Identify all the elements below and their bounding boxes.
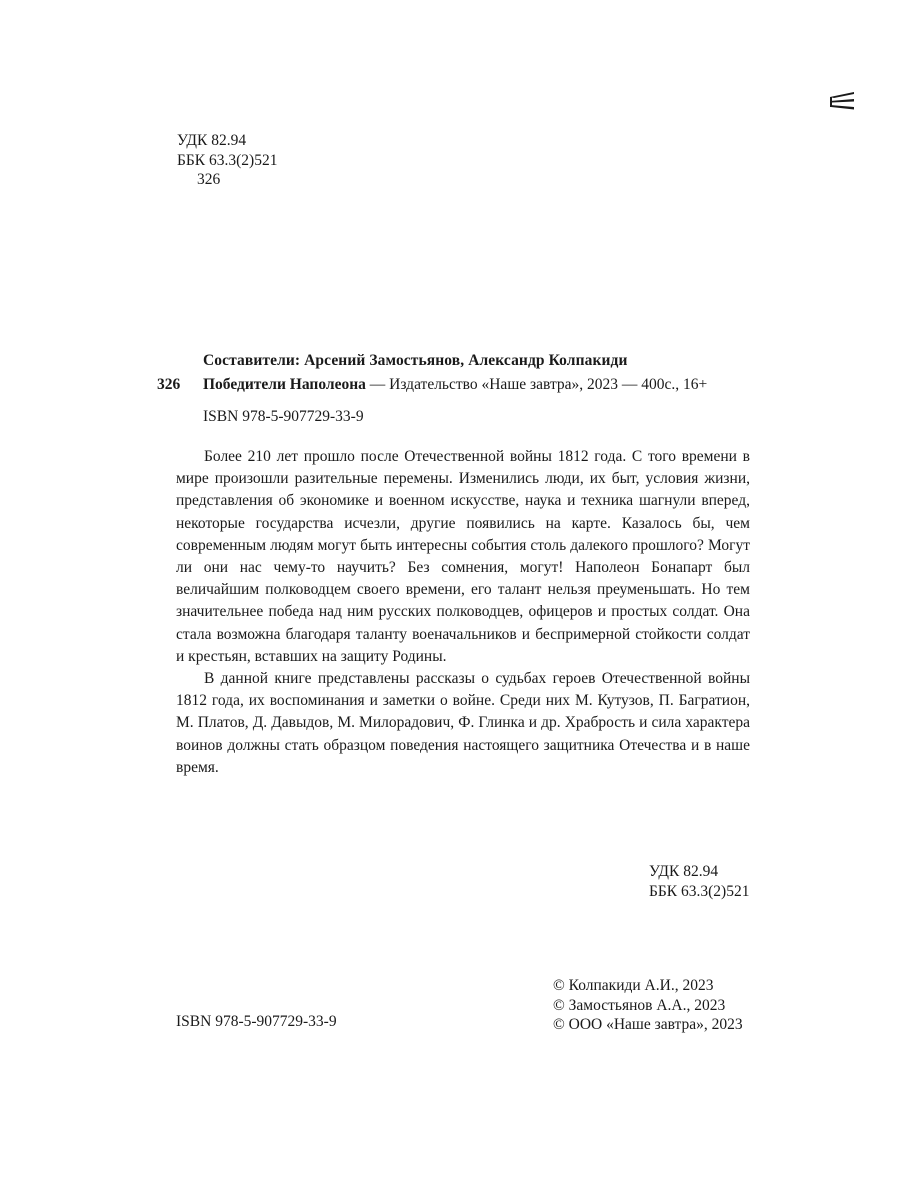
annotation-paragraph: В данной книге представлены рассказы о судьбах героев Отечественной войны 1812 года, их воспоминания и заметки о войне. Среди них М. Кутузов, П. Багратион, М. Платов, Д. Давыдов, М. Милорадович, Ф. Глинка и др. Храбрость и сила характера воинов должны стать образцом поведения настоящего защитника Отечества и в наше время.: [176, 670, 750, 776]
author-code: 326: [197, 171, 221, 188]
author-mark-number: 326: [157, 376, 181, 393]
annotation-paragraph: Более 210 лет прошло после Отечественной войны 1812 года. С того времени в мире произошли разительные перемены. Изменились люди, их быт, условия жизни, представления об экономике и военном искусстве, наука и техника шагнули вперед, некоторые государства исчезли, другие появились на карте. Казалось бы, чем современным людям могут быть интересны события столь далекого прошлого? Могут ли они нас чему-то научить? Без сомнения, могут! Наполеон Бонапарт был величайшим полководцем своего времени, его талант нельзя преуменьшать. Но тем значительнее победа над ним русских полководцев, офицеров и простых солдат. Она стала возможна благодаря таланту военачальников и беспримерной стойкости солдат и крестьян, вставших на защиту Родины.: [176, 448, 750, 665]
udk-bbk-header: [177, 131, 277, 190]
copyright-line: © Колпакиди А.И., 2023: [553, 977, 714, 994]
bbk-code: ББК 63.3(2)521: [177, 151, 278, 169]
bbk-code: ББК 63.3(2)521: [649, 882, 750, 900]
copyright-line: © Замостьянов А.А., 2023: [553, 996, 726, 1014]
publication-info: — Издательство «Наше завтра», 2023 — 400с., 16+: [365, 376, 708, 393]
book-title-line: [203, 376, 707, 394]
udk-code: УДК 82.94: [177, 132, 247, 149]
annotation: [176, 446, 750, 779]
isbn-line: ISBN 978-5-907729-33-9: [203, 408, 364, 425]
book-title: Победители Наполеона: [203, 376, 366, 393]
isbn-footer: ISBN 978-5-907729-33-9: [176, 1013, 337, 1030]
udk-bbk-footer: [649, 862, 749, 901]
publisher-emblem-icon: [828, 88, 858, 112]
compilers-line: Составители: Арсений Замостьянов, Александр Колпакиди: [203, 352, 628, 369]
copyright-line: © ООО «Наше завтра», 2023: [553, 1016, 743, 1033]
copyright-block: [553, 976, 743, 1035]
udk-code: УДК 82.94: [649, 863, 719, 880]
